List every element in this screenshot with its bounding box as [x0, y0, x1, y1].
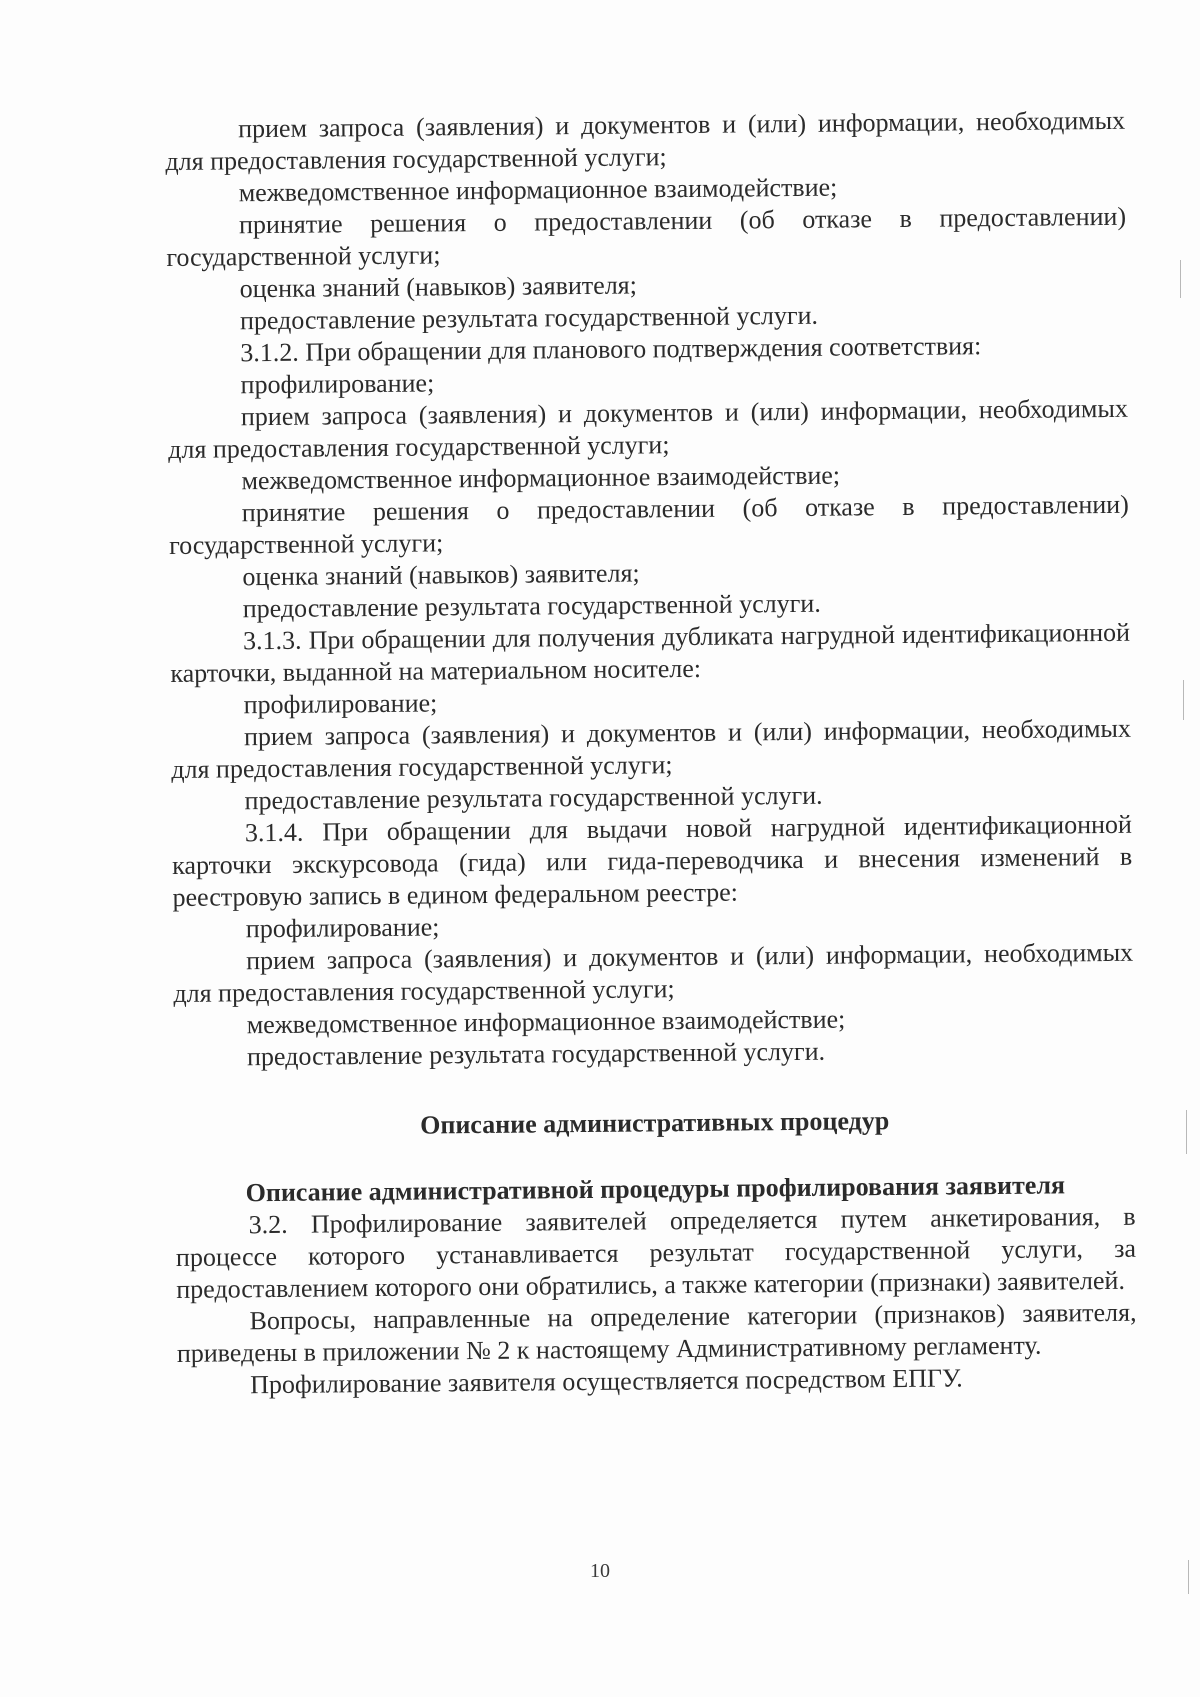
- paragraph: прием запроса (заявления) и документов и (или) информации, необходимых для предоставления государственной услуги;: [168, 393, 1129, 464]
- subsection-heading: Описание административной процедуры профилирования заявителя: [245, 1170, 1066, 1208]
- paragraph: 3.2. Профилирование заявителей определяется путем анкетирования, в процессе которого устанавливается результат государственной услуги, за предоставлением которого они обратились, а также категории (признаки) заявителей.: [175, 1201, 1137, 1304]
- paragraph: 3.1.3. При обращении для получения дубликата нагрудной идентификационной карточки, выданной на материальном носителе:: [170, 617, 1131, 688]
- scan-artifact: [1183, 680, 1184, 720]
- paragraph: профилирование;: [245, 912, 440, 944]
- scan-artifact: [1188, 1560, 1189, 1594]
- paragraph: 3.1.4. При обращении для выдачи новой нагрудной идентификационной карточки экскурсовода (гида) или гида-переводчика и внесения изменений в реестровую запись в едином федеральном реестре:: [172, 809, 1133, 912]
- paragraph: межведомственное информационное взаимодействие;: [246, 1004, 846, 1040]
- paragraph: Вопросы, направленные на определение категории (признаков) заявителя, приведены в приложении № 2 к настоящему Административному регламенту.: [176, 1297, 1137, 1368]
- paragraph: оценка знаний (навыков) заявителя;: [242, 558, 640, 592]
- paragraph: принятие решения о предоставлении (об отказе в предоставлении) государственной услуги;: [169, 489, 1129, 560]
- paragraph: прием запроса (заявления) и документов и (или) информации, необходимых для предоставления государственной услуги;: [171, 713, 1132, 784]
- paragraph: предоставление результата государственной услуги.: [239, 300, 819, 336]
- page-number: 10: [590, 1560, 610, 1582]
- paragraph: предоставление результата государственной услуги.: [242, 588, 821, 624]
- section-heading: Описание административных процедур: [420, 1106, 890, 1140]
- paragraph: прием запроса (заявления) и документов и (или) информации, необходимых для предоставления государственной услуги;: [165, 105, 1126, 176]
- paragraph: профилирование;: [240, 368, 435, 400]
- document-body: [165, 105, 1137, 1402]
- paragraph: 3.1.2. При обращении для планового подтверждения соответствия:: [240, 331, 982, 368]
- paragraph: прием запроса (заявления) и документов и (или) информации, необходимых для предоставления государственной услуги;: [173, 937, 1134, 1008]
- paragraph: Профилирование заявителя осуществляется посредством ЕПГУ.: [250, 1363, 963, 1400]
- paragraph: профилирование;: [243, 688, 438, 720]
- paragraph: оценка знаний (навыков) заявителя;: [239, 270, 638, 304]
- scan-artifact: [1186, 1110, 1187, 1154]
- paragraph: межведомственное информационное взаимодействие;: [238, 172, 838, 208]
- paragraph: принятие решения о предоставлении (об отказе в предоставлении) государственной услуги;: [166, 201, 1127, 272]
- paragraph: предоставление результата государственной услуги.: [246, 1036, 826, 1072]
- paragraph: межведомственное информационное взаимодействие;: [241, 460, 841, 496]
- paragraph: предоставление результата государственной услуги.: [244, 780, 823, 816]
- scan-artifact: [1180, 260, 1181, 298]
